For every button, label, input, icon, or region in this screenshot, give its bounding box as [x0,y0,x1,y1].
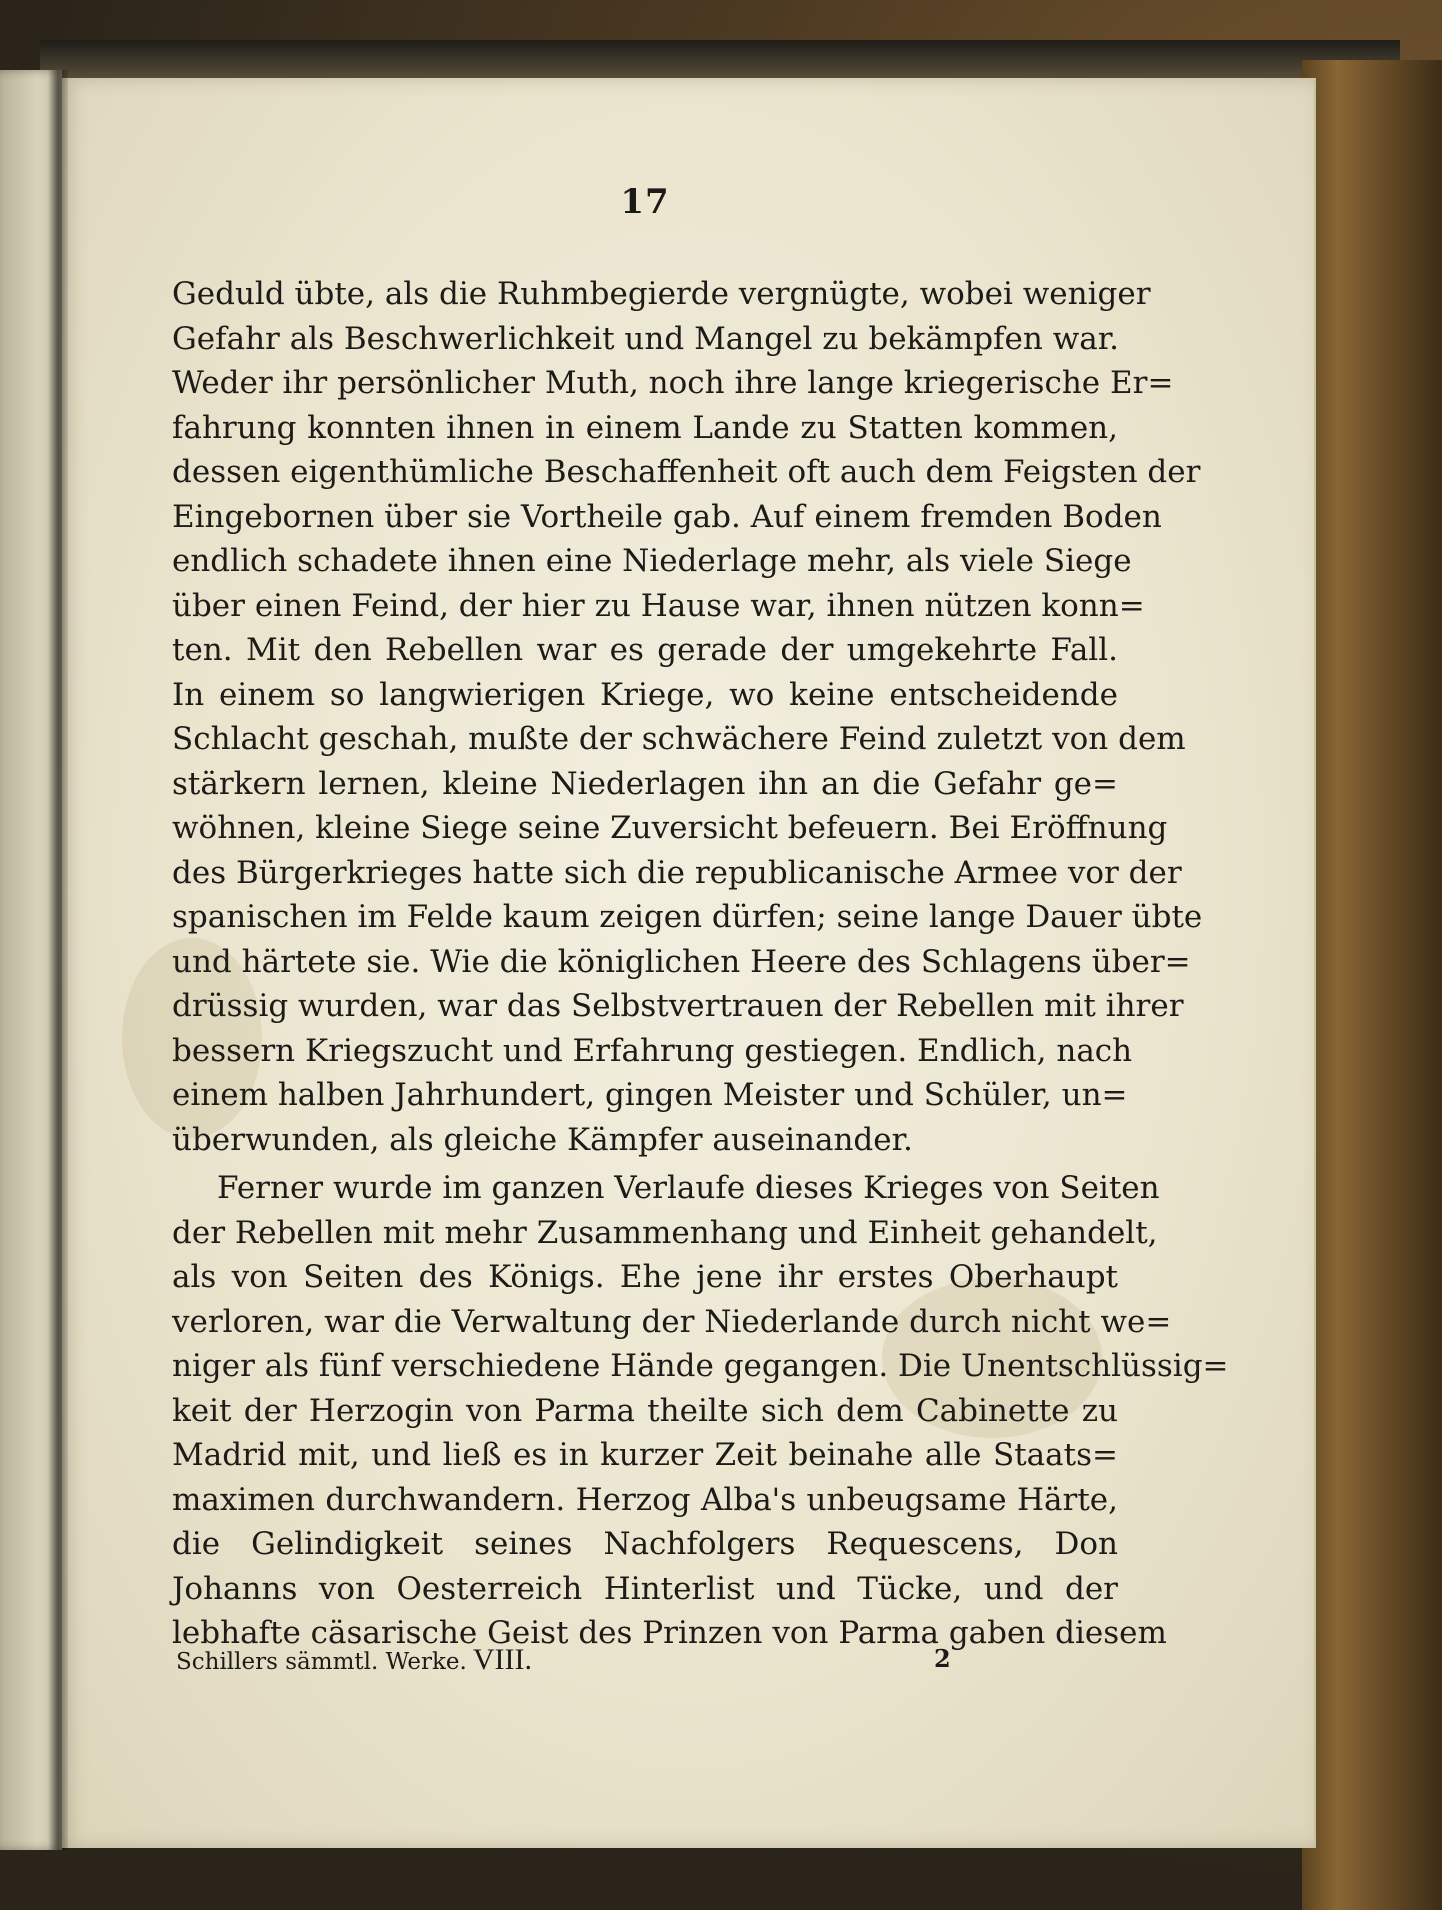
text-line: einem halben Jahrhundert, gingen Meister und Schüler, un= [172,1077,1128,1113]
text-line: verloren, war die Verwaltung der Niederlande durch nicht we= [172,1303,1172,1340]
text-line: endlich schadete ihnen eine Niederlage mehr, als viele Siege [172,543,1132,579]
text-line: Johanns von Oesterreich Hinterlist und Tücke, und der [172,1570,1118,1607]
text-line: Madrid mit, und ließ es in kurzer Zeit beinahe alle Staats= [172,1437,1118,1473]
text-line: wöhnen, kleine Siege seine Zuversicht befeuern. Bei Eröffnung [172,810,1168,846]
page-footer [176,1642,976,1682]
text-line: keit der Herzogin von Parma theilte sich dem Cabinette zu [172,1392,1118,1429]
sheet-number: 2 [934,1644,951,1673]
text-line: Schlacht geschah, mußte der schwächere Feind zuletzt von dem [172,721,1186,757]
text-line: stärkern lernen, kleine Niederlagen ihn an die Gefahr ge= [172,765,1118,802]
text-line: des Bürgerkrieges hatte sich die republicanische Armee vor der [172,854,1182,891]
text-line: maximen durchwandern. Herzog Alba's unbeugsame Härte, [172,1481,1118,1518]
text-line: bessern Kriegszucht und Erfahrung gestiegen. Endlich, nach [172,1032,1133,1069]
text-line: Geduld übte, als die Ruhmbegierde vergnügte, wobei weniger [172,276,1151,312]
text-line: drüssig wurden, war das Selbstvertrauen der Rebellen mit ihrer [172,988,1184,1024]
page-number: 17 [620,182,670,222]
text-line: niger als fünf verschiedene Hände gegangen. Die Unentschlüssig= [172,1348,1229,1384]
signature-mark [176,1642,532,1680]
text-line: ten. Mit den Rebellen war es gerade der umgekehrte Fall. [172,632,1118,668]
text-line: Weder ihr persönlicher Muth, noch ihre lange kriegerische Er= [172,365,1174,401]
text-line: überwunden, als gleiche Kämpfer auseinander. [172,1121,913,1158]
text-line: über einen Feind, der hier zu Hause war, ihnen nützen konn= [172,587,1145,624]
binding-gutter [48,70,68,1850]
text-line: als von Seiten des Königs. Ehe jene ihr erstes Oberhaupt [172,1259,1118,1295]
text-line: und härtete sie. Wie die königlichen Heere des Schlagens über= [172,943,1191,980]
body-text [172,272,1229,1656]
text-line: der Rebellen mit mehr Zusammenhang und Einheit gehandelt, [172,1214,1158,1251]
text-line: die Gelindigkeit seines Nachfolgers Requescens, Don [172,1526,1118,1562]
text-line: lebhafte cäsarische Geist des Prinzen von Parma gaben diesem [172,1615,1167,1651]
text-line: Ferner wurde im ganzen Verlaufe dieses Krieges von Seiten [217,1170,1160,1206]
text-line: spanischen im Felde kaum zeigen dürfen; seine lange Dauer übte [172,899,1203,935]
text-line: dessen eigenthümliche Beschaffenheit oft auch dem Feigsten der [172,454,1201,490]
text-line: In einem so langwierigen Kriege, wo keine entscheidende [172,676,1118,713]
volume-number: VIII. [472,1643,532,1676]
text-line: Gefahr als Beschwerlichkeit und Mangel zu bekämpfen war. [172,320,1119,357]
text-line: Eingebornen über sie Vortheile gab. Auf einem fremden Boden [172,498,1162,535]
text-line: fahrung konnten ihnen in einem Lande zu Statten kommen, [172,409,1118,446]
cover-right-edge [1302,60,1442,1910]
signature-text: Schillers sämmtl. Werke. [176,1649,467,1675]
